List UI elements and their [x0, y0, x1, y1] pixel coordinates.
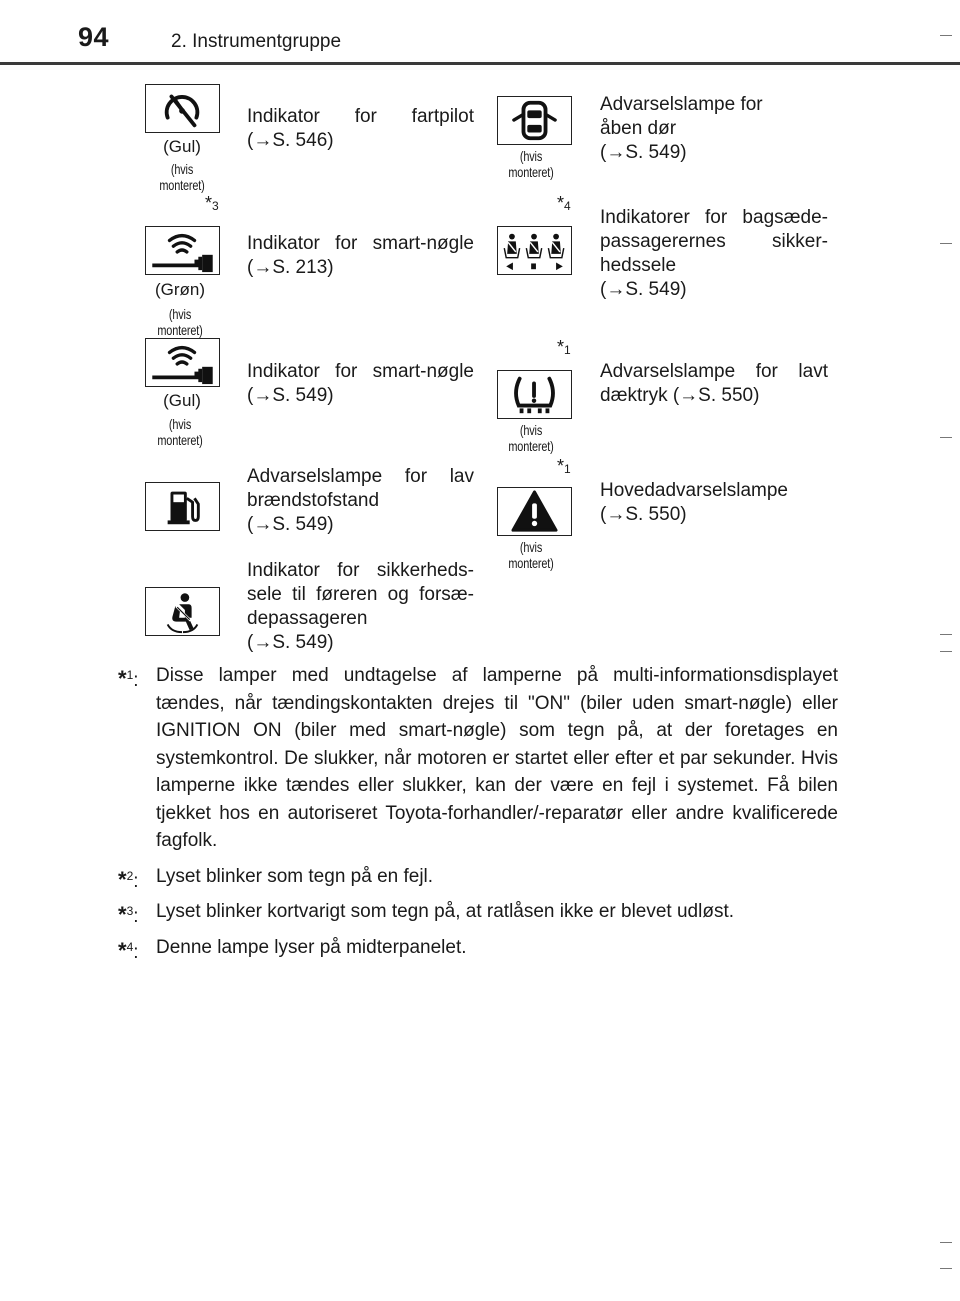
desc-line: (→S. 549) — [247, 385, 334, 406]
desc-line: Hovedadvarselslampe — [600, 480, 788, 501]
star: * — [118, 666, 127, 691]
tire-pressure-indicator — [497, 370, 572, 419]
seatbelt-icon — [146, 588, 219, 635]
desc-line: Indikator for sikkerheds- — [247, 560, 474, 581]
low-fuel-indicator — [145, 482, 220, 531]
fuel-pump-icon — [146, 483, 219, 530]
margin-tick — [940, 1242, 952, 1243]
master-warning-icon — [498, 488, 571, 535]
marker-number: 4 — [564, 199, 571, 213]
master-warning-description — [600, 479, 828, 527]
footnote-text: Denne lampe lyser på midterpanelet. — [156, 936, 467, 958]
smart-key-yellow-description — [247, 360, 474, 408]
desc-line: passagerernes sikker- — [600, 231, 828, 252]
footnote — [118, 863, 838, 891]
smart-key-green-indicator — [145, 226, 220, 275]
desc-line: Advarselslampe for lavt — [600, 361, 828, 382]
desc-line: åben dør — [600, 118, 677, 139]
star: * — [557, 193, 565, 213]
desc-line: (→S. 549) — [600, 279, 687, 300]
footnote-marker: *$^2$: — [118, 866, 139, 892]
footnote-text: Lyset blinker som tegn på en fejl. — [156, 865, 434, 887]
footnote — [118, 898, 838, 926]
desc-line: (→S. 550) — [600, 504, 687, 525]
marker-number: 1 — [126, 668, 134, 682]
color-label: (Grøn) — [154, 280, 206, 299]
seatbelt-description — [247, 559, 474, 655]
color-label: (Gul) — [163, 137, 201, 156]
if-fitted-label: (hvis monteret) — [508, 148, 554, 180]
margin-tick — [940, 651, 952, 652]
desc-line: (→S. 549) — [247, 514, 334, 535]
cruise-control-description — [247, 105, 474, 153]
footnote — [118, 662, 838, 855]
desc-line: Indikatorer for bagsæde- — [600, 207, 828, 228]
if-fitted-label: (hvis monteret) — [508, 422, 554, 454]
low-fuel-description — [247, 465, 474, 537]
smart-key-icon — [146, 227, 219, 274]
desc-line: (→S. 549) — [600, 142, 687, 163]
door-open-indicator — [497, 96, 572, 145]
footnote-marker — [205, 193, 219, 214]
margin-tick — [940, 1268, 952, 1269]
if-fitted-label: (hvis monteret) — [159, 161, 205, 193]
star: * — [205, 193, 213, 213]
tire-pressure-description — [600, 360, 828, 408]
seatbelt-reminder-indicator — [145, 587, 220, 636]
if-fitted-label: (hvis monteret) — [157, 306, 203, 338]
rear-seatbelt-icon — [498, 227, 571, 274]
footnote-marker: *$^3$: — [118, 902, 139, 927]
star: * — [118, 902, 127, 927]
smart-key-yellow-indicator — [145, 338, 220, 387]
rear-seatbelt-indicator — [497, 226, 572, 275]
desc-line: (→S. 546) — [247, 130, 334, 151]
footnote-marker: *$^4$: — [118, 937, 139, 963]
footnote — [118, 934, 838, 962]
desc-line: Advarselslampe for lav — [247, 466, 474, 487]
marker-number: 1 — [564, 343, 571, 357]
footnotes — [118, 662, 838, 969]
rear-seatbelt-description — [600, 206, 828, 302]
footnote-marker — [557, 193, 571, 214]
star: * — [557, 456, 565, 476]
margin-tick — [940, 35, 952, 36]
star: * — [118, 937, 127, 963]
margin-tick — [940, 243, 952, 244]
footnote-text: Lyset blinker kortvarigt som tegn på, at ratlåsen ikke er blevet udløst. — [156, 901, 735, 922]
star: * — [118, 866, 127, 892]
smart-key-icon — [146, 339, 219, 386]
cruise-control-icon — [146, 85, 219, 132]
desc-line: Indikator for smart-nøgle — [247, 233, 474, 254]
master-warning-indicator — [497, 487, 572, 536]
desc-line: sele til føreren og forsæ- — [247, 584, 474, 605]
desc-line: depassageren — [247, 608, 368, 629]
desc-line: (→S. 213) — [247, 257, 334, 278]
if-fitted-label: (hvis monteret) — [157, 416, 203, 448]
header-rule — [0, 62, 960, 65]
door-open-icon — [498, 97, 571, 144]
footnote-marker — [557, 456, 571, 477]
desc-line: Indikator for fartpilot — [247, 106, 474, 127]
marker-number: 3 — [126, 904, 134, 918]
desc-line: Indikator for smart-nøgle — [247, 361, 474, 382]
footnote-marker: *$^1$: — [118, 666, 139, 691]
footnote-text: Disse lamper med undtagelse af lamperne på multi-informationsdisplayet tændes, når tændingskontakten drejes til "ON" (biler uden smart-nøgle) eller IGNITION ON (biler med smart-nøgle) som tegn på, at der foretages en systemkontrol. De slukker, når motoren er startet eller efter et par sekunder. Hvis lamperne ikke tændes eller slukker, kan der være en fejl i systemet. Få bilen tjekket hos en autoriseret Toyota-forhandler/-reparatør eller andre kvalificerede fagfolk. — [156, 665, 838, 851]
smart-key-green-description — [247, 232, 474, 280]
marker-number: 2 — [126, 868, 134, 883]
desc-line: hedssele — [600, 255, 677, 276]
desc-line: brændstofstand — [247, 490, 380, 511]
footnote-marker — [557, 337, 571, 358]
margin-tick — [940, 437, 952, 438]
if-fitted-label: (hvis monteret) — [508, 539, 554, 571]
desc-line: (→S. 549) — [247, 632, 334, 653]
marker-number: 1 — [564, 462, 571, 476]
desc-line: dæktryk (→S. 550) — [600, 385, 760, 406]
desc-line: Advarselslampe for — [600, 94, 763, 115]
cruise-control-indicator — [145, 84, 220, 133]
marker-number: 3 — [212, 199, 219, 213]
marker-number: 4 — [126, 939, 134, 954]
margin-tick — [940, 634, 952, 635]
door-open-description — [600, 93, 828, 165]
star: * — [557, 337, 565, 357]
tire-pressure-icon — [498, 371, 571, 418]
section-title: 2. Instrumentgruppe — [171, 31, 342, 52]
page-number: 94 — [78, 22, 110, 52]
color-label: (Gul) — [163, 391, 201, 410]
